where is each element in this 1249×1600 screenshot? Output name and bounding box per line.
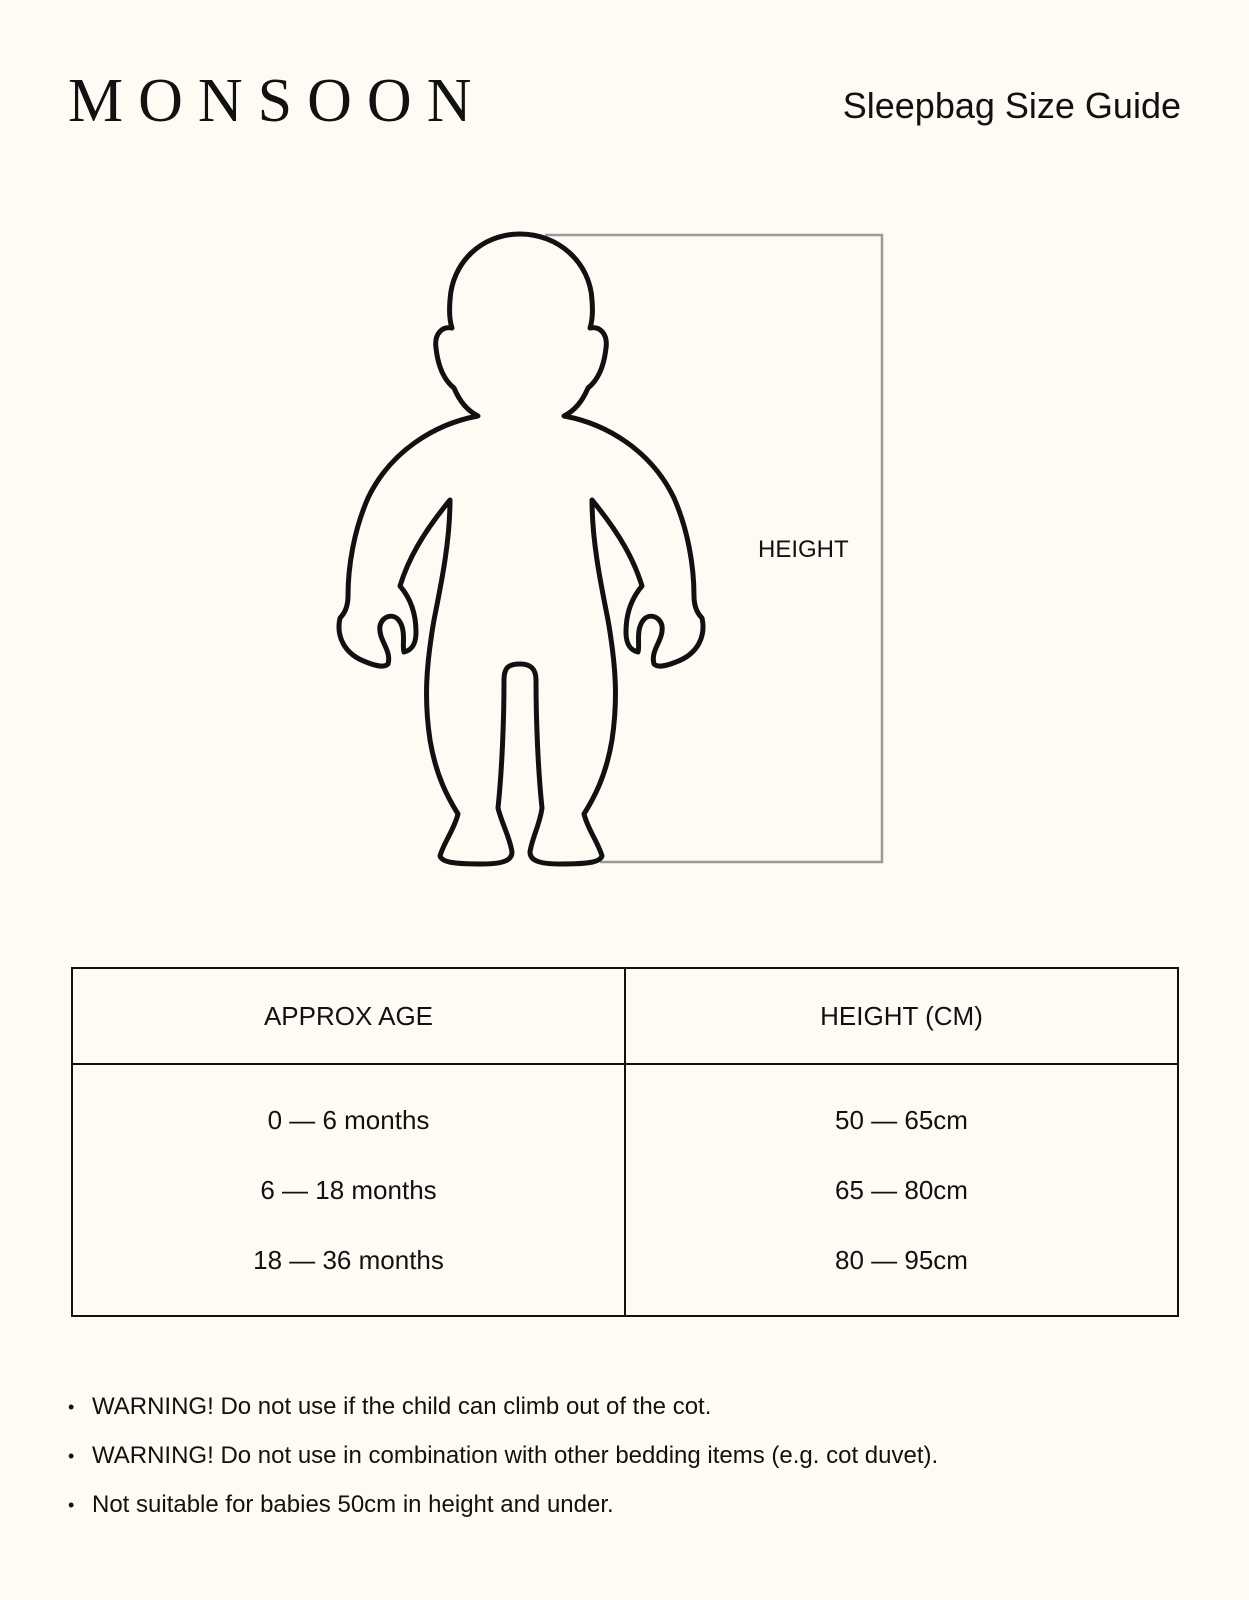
list-item bbox=[68, 1441, 938, 1490]
list-item bbox=[68, 1392, 938, 1441]
age-cell: 6 — 18 months bbox=[260, 1175, 437, 1205]
column-header-height: HEIGHT (CM) bbox=[625, 968, 1178, 1064]
warning-text: WARNING! Do not use if the child can climb out of the cot. bbox=[92, 1393, 712, 1420]
list-item bbox=[68, 1490, 938, 1539]
size-table bbox=[71, 967, 1179, 1317]
warning-text: WARNING! Do not use in combination with other bedding items (e.g. cot duvet). bbox=[92, 1442, 939, 1469]
age-column bbox=[72, 1064, 625, 1316]
warning-text: Not suitable for babies 50cm in height and under. bbox=[92, 1491, 614, 1518]
table-body-row bbox=[72, 1064, 1178, 1316]
height-cell: 65 — 80cm bbox=[835, 1175, 968, 1205]
age-cell: 18 — 36 months bbox=[253, 1245, 444, 1275]
page-title: Sleepbag Size Guide bbox=[842, 85, 1181, 126]
height-label: HEIGHT bbox=[758, 536, 849, 563]
height-cell: 80 — 95cm bbox=[835, 1245, 968, 1275]
warnings-list bbox=[68, 1392, 938, 1539]
baby-outline-icon bbox=[339, 234, 703, 864]
bullet-icon: • bbox=[68, 1495, 75, 1515]
bullet-icon: • bbox=[68, 1397, 75, 1417]
height-column bbox=[625, 1064, 1178, 1316]
brand-logo: MONSOON bbox=[68, 67, 487, 135]
column-header-age: APPROX AGE bbox=[72, 968, 625, 1064]
table-header-row bbox=[72, 968, 1178, 1064]
age-cell: 0 — 6 months bbox=[267, 1105, 430, 1135]
bullet-icon: • bbox=[68, 1446, 75, 1466]
height-cell: 50 — 65cm bbox=[835, 1105, 968, 1135]
